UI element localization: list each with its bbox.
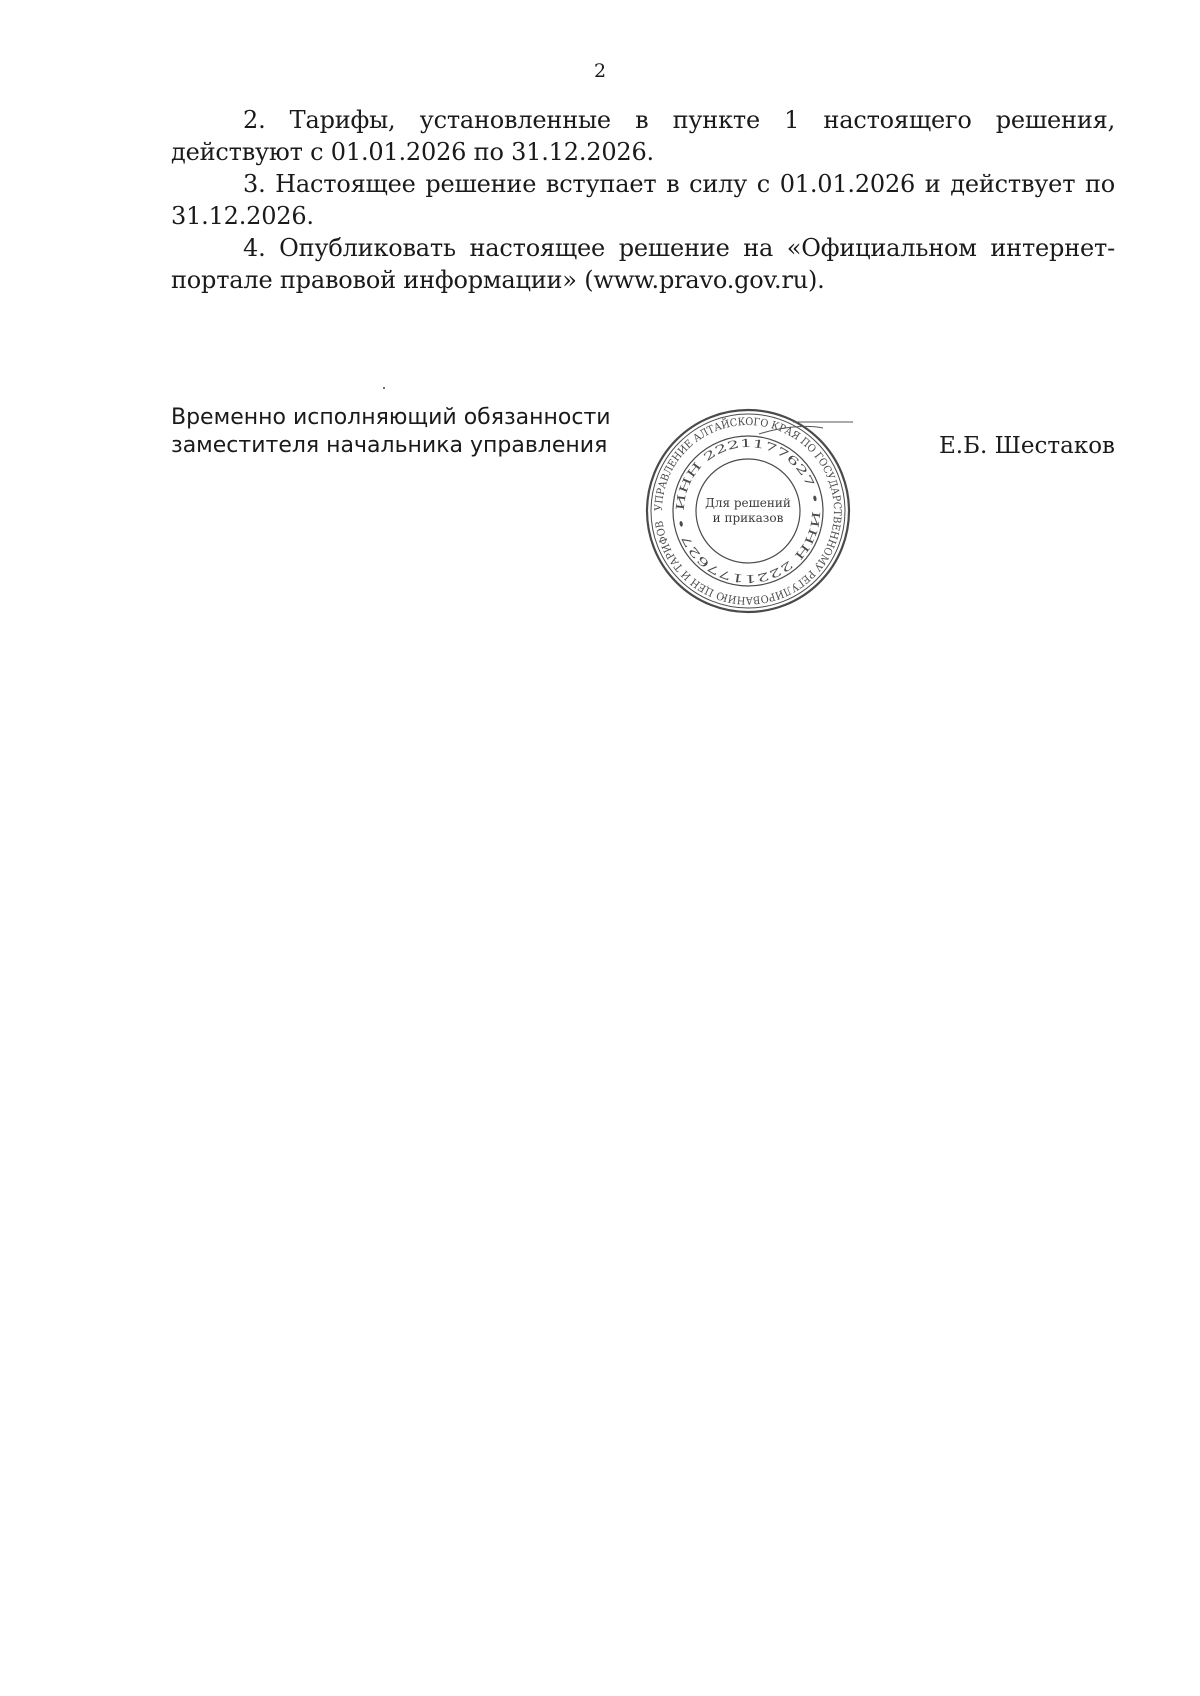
paragraph-effective-date: 3. Настоящее решение вступает в силу с 01.01.2026 и действует по 31.12.2026. bbox=[171, 170, 1115, 230]
signer-position-line-2: заместителя начальника управления bbox=[171, 433, 608, 458]
scan-speck bbox=[383, 387, 385, 389]
seal-inner-text: ИНН 2221177627 • ИНН 2221177627 • bbox=[673, 436, 823, 586]
official-seal bbox=[643, 406, 853, 616]
seal-outer-text: УПРАВЛЕНИЕ АЛТАЙСКОГО КРАЯ ПО ГОСУДАРСТВЕННОМУ РЕГУЛИРОВАНИЮ ЦЕН И ТАРИФОВ bbox=[652, 415, 844, 607]
seal-center-line-1: Для решений bbox=[705, 496, 791, 510]
signer-position bbox=[171, 404, 691, 460]
signer-position-line-1: Временно исполняющий обязанности bbox=[171, 405, 611, 430]
paragraph-publication: 4. Опубликовать настоящее решение на «Официальном интернет-портале правовой информации» (www.pravo.gov.ru). bbox=[171, 234, 1115, 294]
document-body bbox=[171, 104, 1115, 296]
seal-inner-circle bbox=[696, 459, 800, 563]
page-number: 2 bbox=[593, 60, 607, 82]
signer-name: Е.Б. Шестаков bbox=[939, 433, 1115, 459]
seal-center-line-2: и приказов bbox=[712, 511, 784, 525]
seal-graphic bbox=[643, 406, 853, 616]
paragraph-tariff-validity: 2. Тарифы, установленные в пункте 1 настоящего решения, действуют с 01.01.2026 по 31.12.2026. bbox=[171, 106, 1115, 166]
